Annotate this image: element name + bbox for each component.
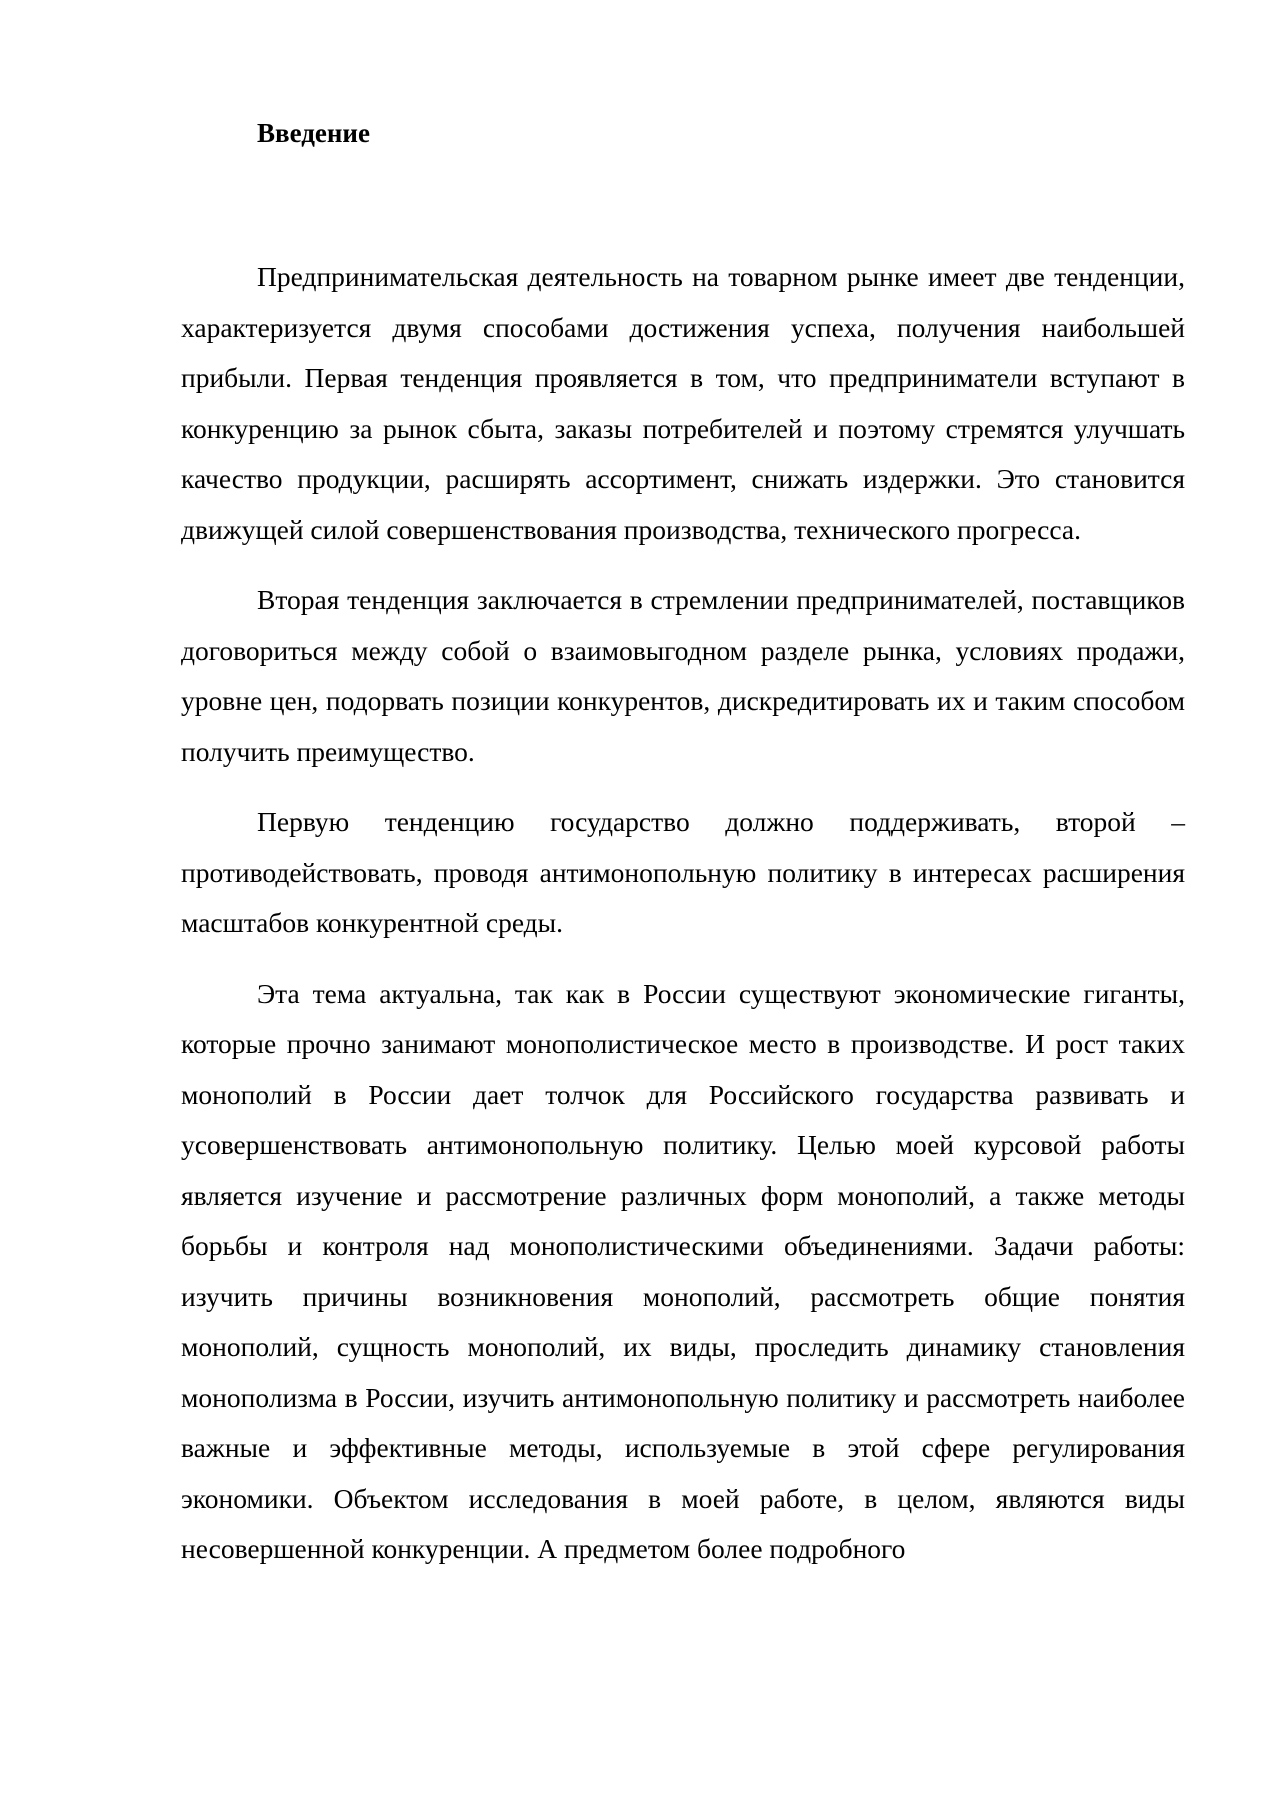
- paragraph-2: Вторая тенденция заключается в стремлении предпринимателей, поставщиков договориться между собой о взаимовыгодном разделе рынка, условиях продажи, уровне цен, подорвать позиции конкурентов, дискредитировать их и таким способом получить преимущество.: [181, 584, 1185, 767]
- document-body: [181, 252, 1185, 1595]
- paragraph-1: Предпринимательская деятельность на товарном рынке имеет две тенденции, характеризуется двумя способами достижения успеха, получения наибольшей прибыли. Первая тенденция проявляется в том, что предприниматели вступают в конкуренцию за рынок сбыта, заказы потребителей и поэтому стремятся улучшать качество продукции, расширять ассортимент, снижать издержки. Это становится движущей силой совершенствования производства, технического прогресса.: [181, 261, 1185, 545]
- paragraph-3: Первую тенденцию государство должно поддерживать, второй – противодействовать, проводя антимонопольную политику в интересах расширения масштабов конкурентной среды.: [181, 806, 1185, 938]
- page-title: Введение: [257, 118, 370, 148]
- paragraph-4: Эта тема актуальна, так как в России существуют экономические гиганты, которые прочно занимают монополистическое место в производстве. И рост таких монополий в России дает толчок для Российского государства развивать и усовершенствовать антимонопольную политику. Целью моей курсовой работы является изучение и рассмотрение различных форм монополий, а также методы борьбы и контроля над монополистическими объединениями. Задачи работы: изучить причины возникновения монополий, рассмотреть общие понятия монополий, сущность монополий, их виды, проследить динамику становления монополизма в России, изучить антимонопольную политику и рассмотреть наиболее важные и эффективные методы, используемые в этой сфере регулирования экономики. Объектом исследования в моей работе, в целом, являются виды несовершенной конкуренции. А предметом более подробного: [181, 977, 1185, 1564]
